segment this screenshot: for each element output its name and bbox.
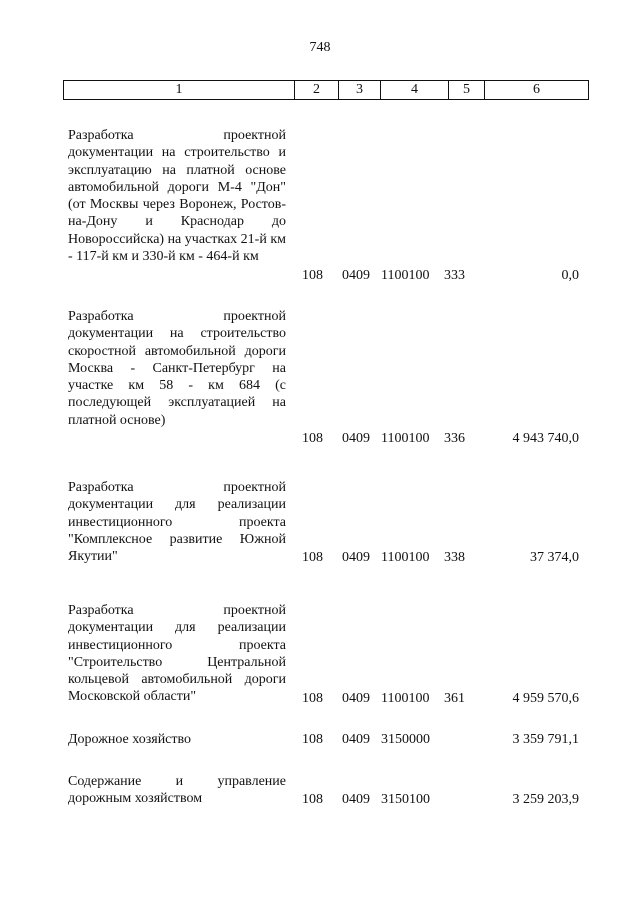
row-name: Разработка проектной документации для реализации инвестиционного проекта "Комплексное развитие Южной Якутии" (68, 480, 286, 565)
row-subsection: 0409 (342, 732, 370, 747)
row-name: Разработка проектной документации на строительство и эксплуатацию на платной основе автомобильной дороги М-4 "Дон" (от Москвы через Воронеж, Ростов-на-Дону и Краснодар до Новороссийска) на участках 21-й км - 117-й км и 330-й км - 464-й км (68, 128, 286, 265)
header-col-5: 5 (448, 81, 484, 99)
row-amount: 3 359 791,1 (512, 732, 579, 747)
row-subsection: 0409 (342, 691, 370, 706)
table-header-row (63, 80, 589, 100)
row-section: 108 (302, 732, 323, 747)
header-col-4: 4 (380, 81, 448, 99)
header-col-3: 3 (338, 81, 380, 99)
row-type-code: 336 (444, 431, 465, 446)
row-section: 108 (302, 550, 323, 565)
row-amount: 0,0 (561, 268, 579, 283)
row-amount: 3 259 203,9 (512, 792, 579, 807)
row-subsection: 0409 (342, 550, 370, 565)
row-amount: 37 374,0 (530, 550, 579, 565)
header-col-2: 2 (294, 81, 338, 99)
row-target-code: 1100100 (381, 268, 430, 283)
page-number: 748 (309, 40, 331, 55)
row-target-code: 1100100 (381, 431, 430, 446)
row-name: Разработка проектной документации для реализации инвестиционного проекта "Строительство Центральной кольцевой автомобильной дороги Московской области" (68, 603, 286, 705)
row-subsection: 0409 (342, 792, 370, 807)
header-col-1: 1 (175, 82, 183, 97)
row-type-code: 338 (444, 550, 465, 565)
row-subsection: 0409 (342, 431, 370, 446)
row-name: Разработка проектной документации на строительство скоростной автомобильной дороги Москва - Санкт-Петербург на участке км 58 - км 684 (с последующей эксплуатацией на платной основе) (68, 309, 286, 428)
row-section: 108 (302, 268, 323, 283)
row-target-code: 1100100 (381, 691, 430, 706)
row-amount: 4 943 740,0 (512, 431, 579, 446)
header-col-6: 6 (484, 81, 588, 99)
row-name: Дорожное хозяйство (68, 732, 192, 747)
row-section: 108 (302, 691, 323, 706)
row-name: Содержание и управление дорожным хозяйством (68, 774, 286, 807)
row-target-code: 3150000 (381, 732, 430, 747)
row-type-code: 333 (444, 268, 465, 283)
row-amount: 4 959 570,6 (512, 691, 579, 706)
row-subsection: 0409 (342, 268, 370, 283)
row-type-code: 361 (444, 691, 465, 706)
row-target-code: 3150100 (381, 792, 430, 807)
row-target-code: 1100100 (381, 550, 430, 565)
row-section: 108 (302, 431, 323, 446)
row-section: 108 (302, 792, 323, 807)
